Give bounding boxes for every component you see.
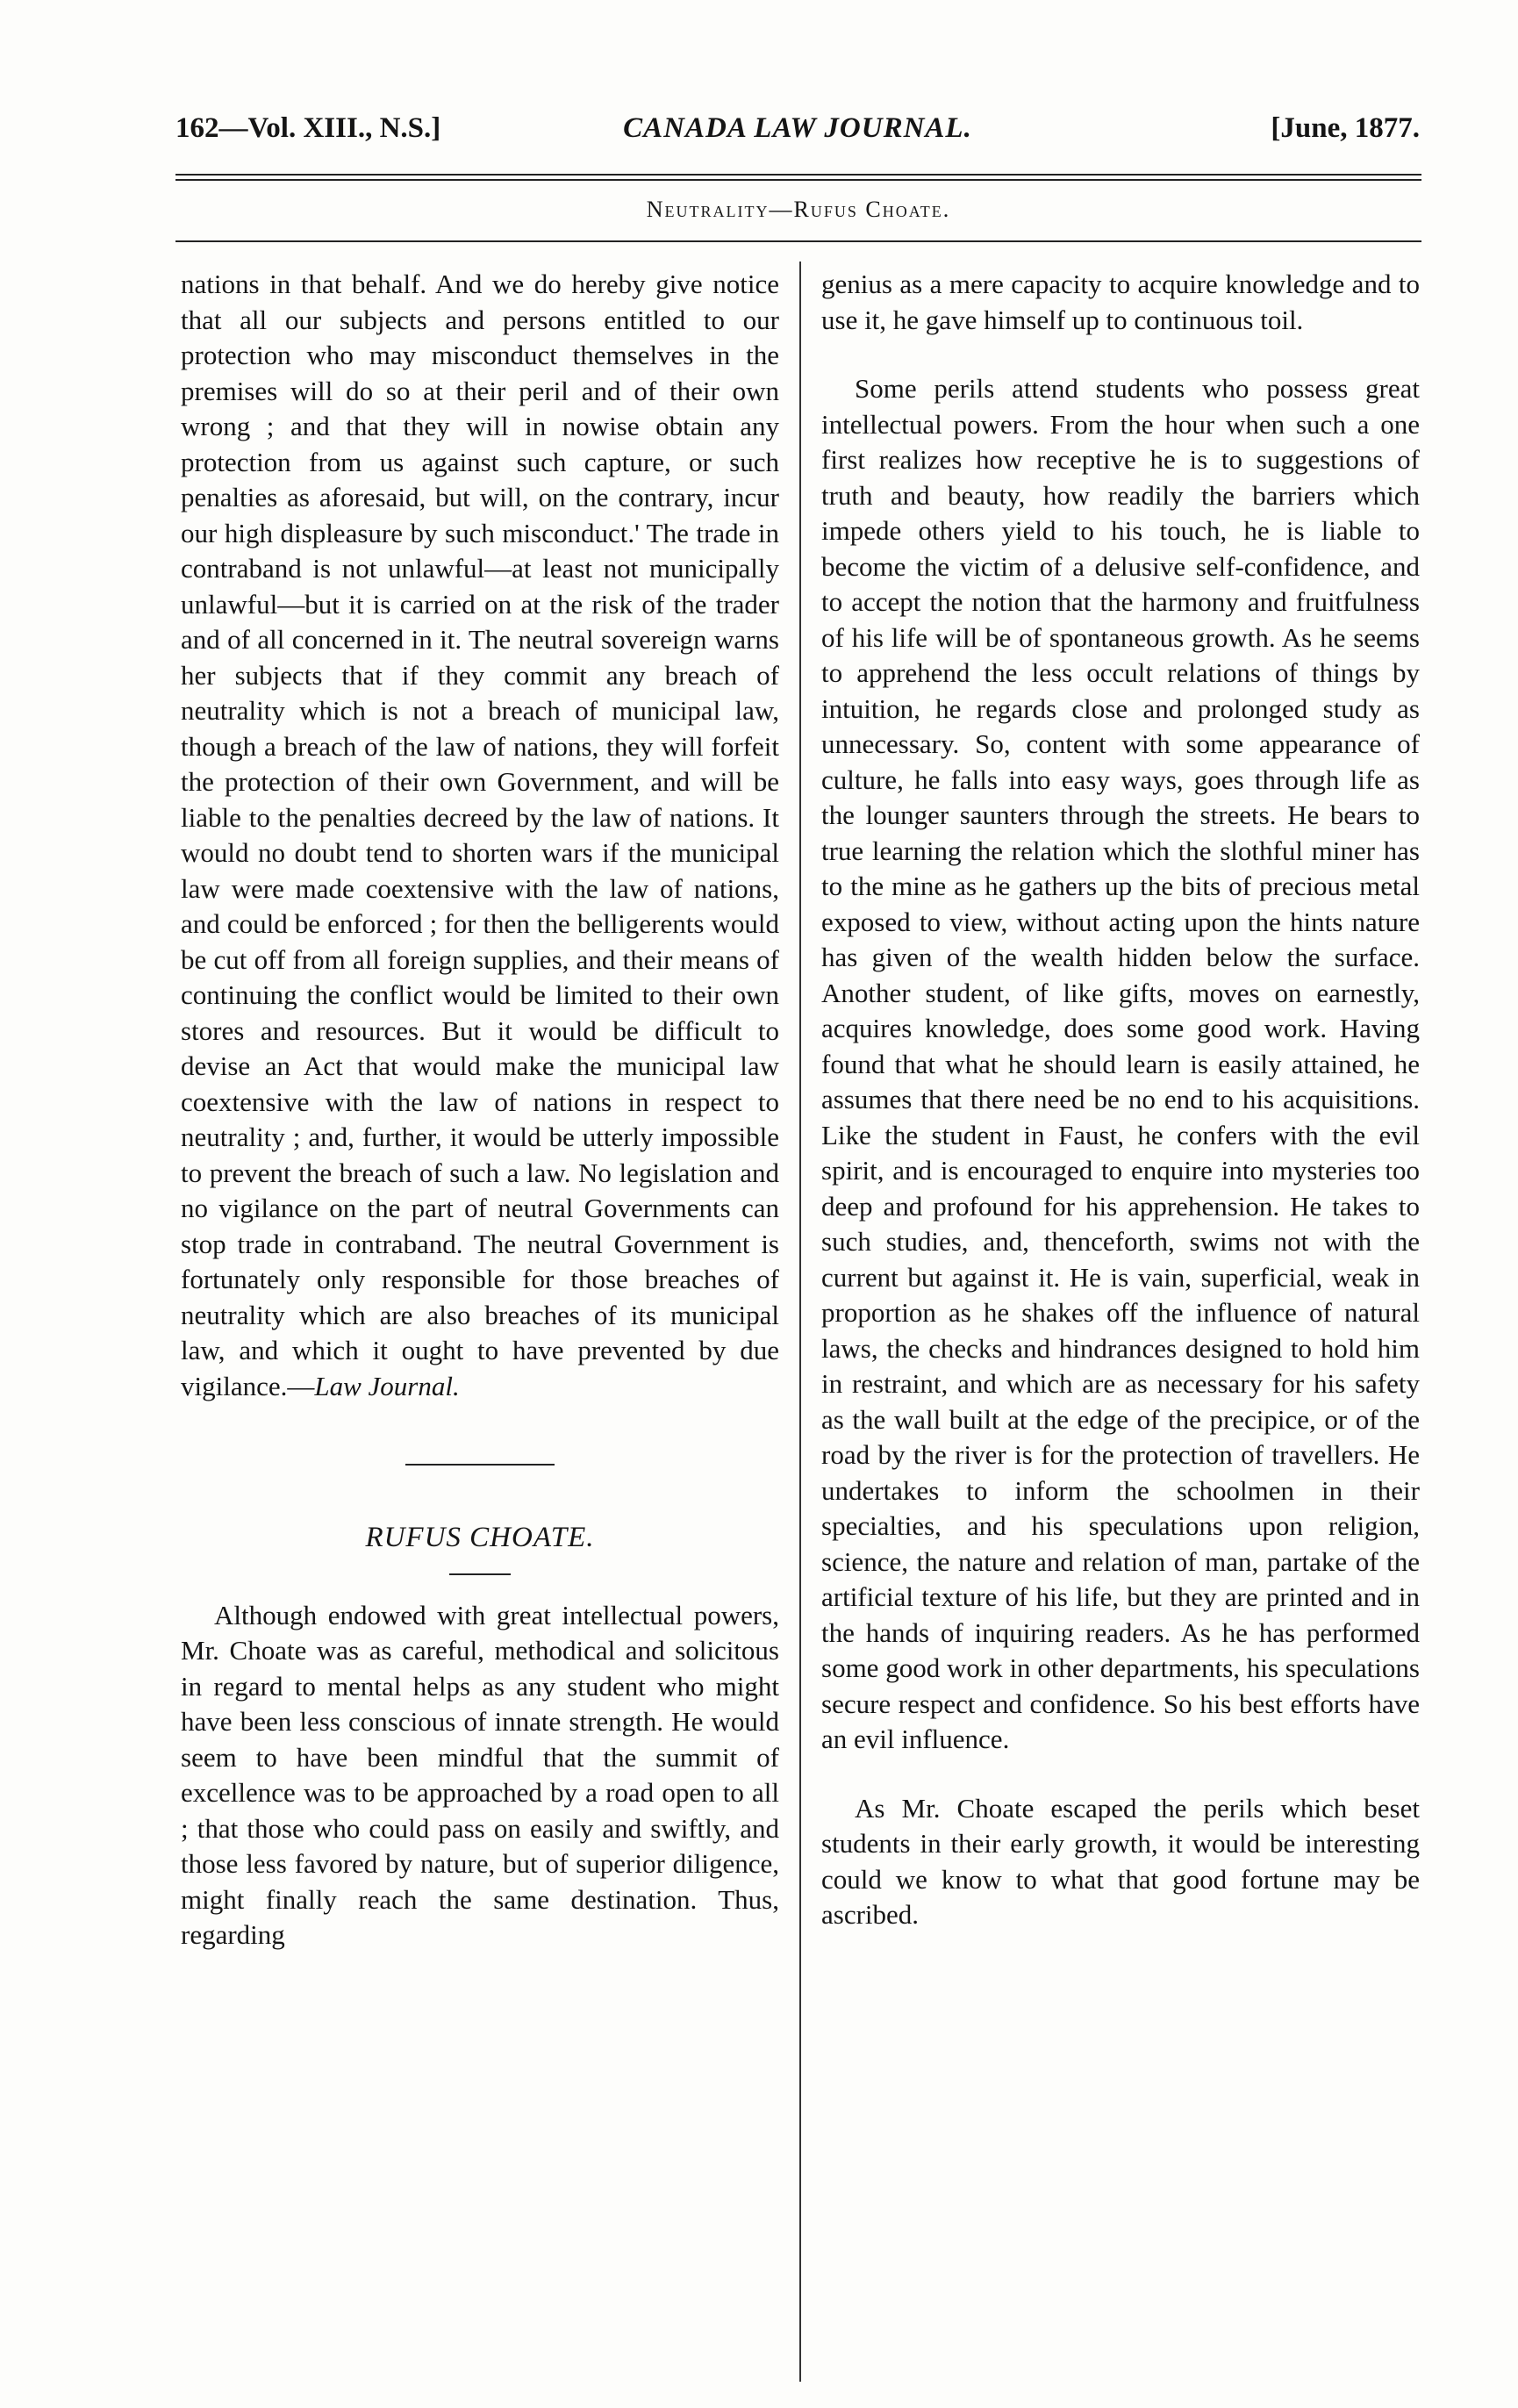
header-rule-top (175, 174, 1421, 176)
section-title: RUFUS CHOATE. (365, 1522, 595, 1553)
column-divider (799, 262, 801, 2382)
choate-paragraph-3: As Mr. Choate escaped the perils which beset students in their early growth, it would be interesting could we know to what that good fortune may be ascribed. (821, 1792, 1420, 1930)
running-title: Neutrality—Rufus Choate. (646, 197, 951, 222)
choate-paragraph-continued: genius as a mere capacity to acquire knowledge and to use it, he gave himself up to continuous toil. (821, 269, 1420, 335)
page-header (175, 112, 1420, 165)
neutrality-source: Law Journal. (314, 1370, 460, 1401)
running-title-rule (175, 240, 1421, 242)
page-number-volume: 162—Vol. XIII., N.S.] (175, 112, 441, 144)
neutrality-text: nations in that behalf. And we do hereby give notice that all our subjects and persons entitled to our protection who may misconduct themselves in the premises will do so at their peril and of their own wrong ; and that they will in nowise obtain any protection from us against such capture, or such penalties as aforesaid, but will, on the contrary, incur our high displeasure by such misconduct.' The trade in contraband is not unlawful—at least not municipally unlawful—but it is carried on at the risk of the trader and of all concerned in it. The neutral sovereign warns her subjects that if they commit any breach of neutrality which is not a breach of municipal law, though a breach of the law of nations, they will forfeit the protection of their own Government, and will be liable to the penalties decreed by the law of nations. It would no doubt tend to shorten wars if the municipal law were made coextensive with the law of nations, and could be enforced ; for then the belligerents would be cut off from all foreign supplies, and their means of continuing the conflict would be limited to their own stores and resources. But it would be difficult to devise an Act that would make the municipal law coextensive with the law of nations in respect to neutrality ; and, further, it would be utterly impossible to prevent the breach of such a law. No legislation and no vigilance on the part of neutral Governments can stop trade in contraband. The neutral Government is fortunately only responsible for those breaches of neutrality which are also breaches of its municipal law, and which it ought to have prevented by due vigilance.— (181, 269, 779, 1401)
neutrality-paragraph (181, 267, 779, 1404)
choate-paragraph-2: Some perils attend students who possess great intellectual powers. From the hour when such a one first realizes how receptive he is to suggestions of truth and beauty, how readily the barriers which impede others yield to his touch, he is liable to become the victim of a delusive self-confidence, and to accept the notion that the harmony and fruitfulness of his life will be of spontaneous growth. As he seems to apprehend the less occult relations of things by intuition, he regards close and prolonged study as unnecessary. So, content with some appearance of culture, he falls into easy ways, goes through life as the lounger saunters through the streets. He bears to true learning the relation which the slothful miner has to the mine as he gathers up the bits of precious metal exposed to view, without acting upon the hints nature has given of the wealth hidden below the surface. Another student, of like gifts, moves on earnestly, acquires knowledge, does some good work. Having found that what he should learn is easily attained, he assumes that there need be no end to his acquisitions. Like the student in Faust, he confers with the evil spirit, and is encouraged to enquire into mysteries too deep and profound for his apprehension. He takes to such studies, and, thenceforth, swims not with the current but against it. He is vain, superficial, weak in proportion as he shakes off the influence of natural laws, the checks and hindrances designed to hold him in restraint, and which are as necessary for his safety as the wall built at the edge of the precipice, or of the road by the river is for the protection of travellers. He undertakes to inform the schoolmen in their specialties, and his speculations upon religion, science, the nature and relation of man, partake of the artificial texture of his life, but they are printed and in the hands of inquiring readers. As he has performed some good work in other departments, his speculations secure respect and confidence. So his best efforts have an evil influence. (821, 373, 1420, 1754)
header-rule-bottom (175, 179, 1421, 181)
issue-date: [June, 1877. (1271, 112, 1420, 144)
choate-paragraph-1: Although endowed with great intellectual powers, Mr. Choate was as careful, methodical and solicitous in regard to mental helps as any student who might have been less conscious of innate strength. He would seem to have been mindful that the summit of excellence was to be approached by a road open to all ; that those who could pass on easily and swiftly, and those less favored by nature, but of superior diligence, might finally reach the same destination. Thus, regarding (181, 1599, 779, 1950)
right-column (821, 267, 1420, 1933)
journal-title: CANADA LAW JOURNAL. (623, 112, 972, 144)
left-column (181, 267, 779, 1953)
